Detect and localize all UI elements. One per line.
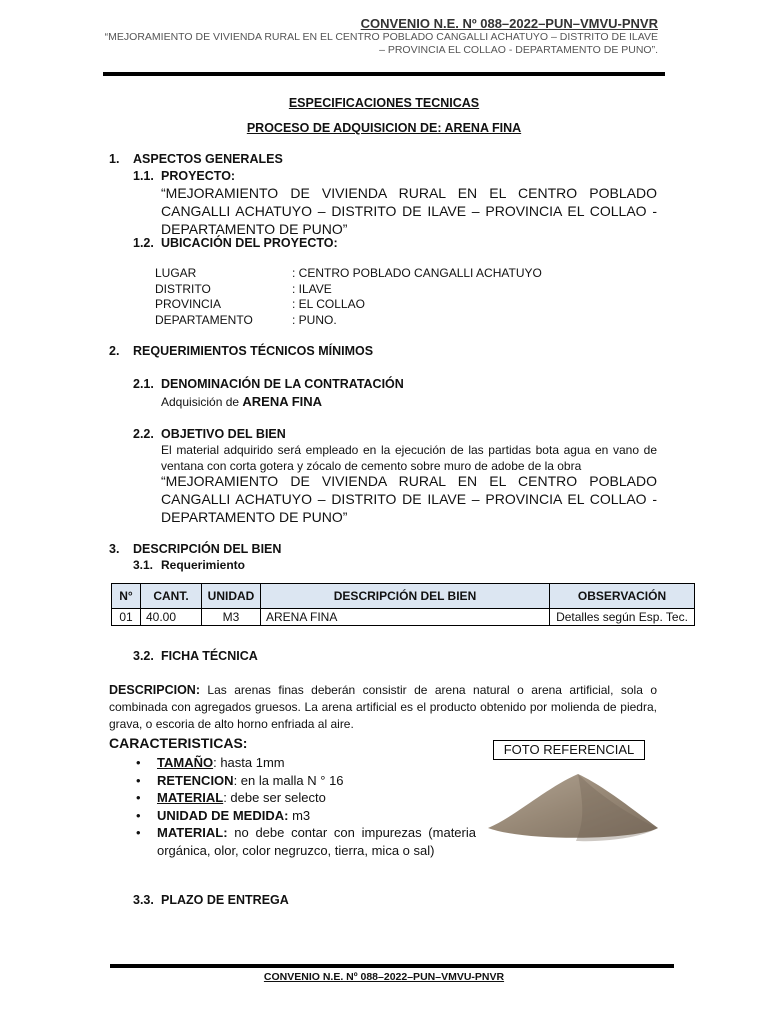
subsection-title: PLAZO DE ENTREGA	[161, 893, 289, 907]
section-number: 2.	[109, 344, 120, 358]
characteristic-label: MATERIAL	[157, 790, 224, 805]
table-cell: 01	[112, 609, 141, 626]
description-label: DESCRIPCION:	[109, 683, 200, 697]
bullet-icon: •	[136, 790, 141, 805]
list-item	[133, 772, 476, 790]
table-cell: M3	[202, 609, 261, 626]
denomination-item: ARENA FINA	[242, 394, 323, 409]
column-header: DESCRIPCIÓN DEL BIEN	[261, 584, 550, 609]
column-header: N°	[112, 584, 141, 609]
location-value: : ILAVE	[292, 281, 332, 296]
subsection-2-2-heading	[133, 427, 286, 441]
doc-title: ESPECIFICACIONES TECNICAS	[288, 96, 480, 110]
subsection-1-2-heading	[133, 236, 338, 250]
location-table	[155, 266, 542, 328]
subsection-number: 3.3.	[133, 893, 154, 907]
characteristic-label: RETENCION	[157, 772, 234, 788]
description-text: Las arenas finas deberán consistir de arena natural o arena artificial, sola o combinada con agregados gruesos. La arena artificial es el producto obtenido por molienda de piedra, grava, o escoria de alto horno enfriada al aire.	[109, 683, 657, 731]
subsection-title: PROYECTO:	[161, 169, 236, 183]
table-cell: 40.00	[141, 609, 202, 626]
characteristic-text: m3	[288, 807, 311, 823]
section-1-heading	[109, 152, 283, 166]
list-item	[133, 824, 476, 859]
column-header: OBSERVACIÓN	[550, 584, 695, 609]
footer-text: CONVENIO N.E. Nº 088–2022–PUN–VMVU-PNVR	[263, 971, 505, 983]
characteristics-title: CARACTERISTICAS:	[109, 735, 248, 751]
doc-subtitle: PROCESO DE ADQUISICION DE: ARENA FINA	[246, 121, 522, 135]
subsection-3-2-heading	[133, 649, 258, 663]
subsection-number: 1.2.	[133, 236, 154, 250]
requirement-table	[111, 583, 695, 626]
section-3-heading	[109, 542, 281, 556]
subsection-3-1-heading	[133, 558, 245, 572]
bullet-icon: •	[136, 825, 141, 840]
subsection-number: 1.1.	[133, 169, 154, 183]
bullet-icon: •	[136, 755, 141, 770]
sand-pile-image	[486, 768, 660, 844]
bullet-icon: •	[136, 807, 141, 823]
subsection-number: 3.1.	[133, 558, 154, 572]
subsection-1-1-heading	[133, 169, 235, 183]
section-2-heading	[109, 344, 373, 358]
objective-text: El material adquirido será empleado en la ejecución de las partidas bota agua en vano de ventana con corta gotera y zócalo de cemento sobre muro de adobe de la obra	[161, 443, 657, 473]
table-cell: Detalles según Esp. Tec.	[550, 609, 695, 626]
subsection-number: 3.2.	[133, 649, 154, 663]
characteristic-text: no debe contar con impurezas (materia orgánica, olor, color negruzco, tierra, mica o sal)	[157, 825, 476, 858]
subsection-title: DENOMINACIÓN DE LA CONTRATACIÓN	[161, 377, 404, 391]
section-title: REQUERIMIENTOS TÉCNICOS MÍNIMOS	[133, 344, 374, 358]
location-label: PROVINCIA	[155, 297, 222, 311]
location-value: : PUNO.	[292, 312, 337, 327]
location-row	[155, 297, 542, 313]
characteristic-label: TAMAÑO	[157, 755, 214, 770]
contract-denomination	[161, 394, 322, 409]
table-header-row	[112, 584, 695, 609]
column-header: CANT.	[141, 584, 202, 609]
location-row	[155, 282, 542, 298]
list-item	[133, 807, 476, 825]
subsection-title: UBICACIÓN DEL PROYECTO:	[161, 236, 338, 250]
denomination-text: Adquisición de	[161, 395, 243, 409]
location-label: LUGAR	[155, 266, 197, 280]
location-value: : EL COLLAO	[292, 297, 365, 311]
list-item	[133, 754, 476, 772]
location-label: DISTRITO	[155, 281, 211, 296]
subsection-2-1-heading	[133, 377, 404, 391]
section-title: DESCRIPCIÓN DEL BIEN	[133, 542, 282, 556]
subsection-title: OBJETIVO DEL BIEN	[161, 427, 286, 441]
subsection-number: 2.1.	[133, 377, 154, 391]
header-rule	[103, 72, 665, 76]
location-label: DEPARTAMENTO	[155, 312, 253, 327]
section-number: 3.	[109, 542, 120, 556]
characteristic-text: : hasta 1mm	[213, 755, 285, 770]
section-title: ASPECTOS GENERALES	[133, 152, 283, 166]
column-header: UNIDAD	[202, 584, 261, 609]
location-value: : CENTRO POBLADO CANGALLI ACHATUYO	[292, 266, 542, 280]
characteristic-label: UNIDAD DE MEDIDA:	[157, 807, 289, 823]
subsection-title: FICHA TÉCNICA	[161, 649, 258, 663]
footer-rule	[110, 964, 674, 968]
characteristic-label: MATERIAL:	[157, 825, 228, 840]
subsection-title: Requerimiento	[161, 558, 246, 572]
header-title: CONVENIO N.E. Nº 088–2022–PUN–VMVU-PNVR	[360, 16, 658, 31]
objective-project: “MEJORAMIENTO DE VIVIENDA RURAL EN EL CENTRO POBLADO CANGALLI ACHATUYO – DISTRITO DE ILAVE – PROVINCIA EL COLLAO - DEPARTAMENTO DE PUNO”	[161, 473, 657, 525]
location-row	[155, 313, 542, 329]
photo-caption: FOTO REFERENCIAL	[493, 740, 645, 760]
subsection-number: 2.2.	[133, 427, 154, 441]
characteristics-list	[133, 754, 476, 859]
section-number: 1.	[109, 152, 120, 166]
subsection-3-3-heading	[133, 893, 289, 907]
table-cell: ARENA FINA	[261, 609, 550, 626]
list-item	[133, 789, 476, 807]
header-subtitle: “MEJORAMIENTO DE VIVIENDA RURAL EN EL CENTRO POBLADO CANGALLI ACHATUYO – DISTRITO DE ILAVE – PROVINCIA EL COLLAO - DEPARTAMENTO DE PUNO”.	[104, 31, 658, 56]
bullet-icon: •	[136, 772, 141, 788]
description-paragraph	[109, 682, 657, 733]
location-row	[155, 266, 542, 282]
table-row	[112, 609, 695, 626]
project-name: “MEJORAMIENTO DE VIVIENDA RURAL EN EL CENTRO POBLADO CANGALLI ACHATUYO – DISTRITO DE ILAVE – PROVINCIA EL COLLAO - DEPARTAMENTO DE PUNO”	[161, 185, 657, 237]
characteristic-text: : debe ser selecto	[223, 790, 326, 805]
characteristic-text: : en la malla N ° 16	[233, 772, 344, 788]
